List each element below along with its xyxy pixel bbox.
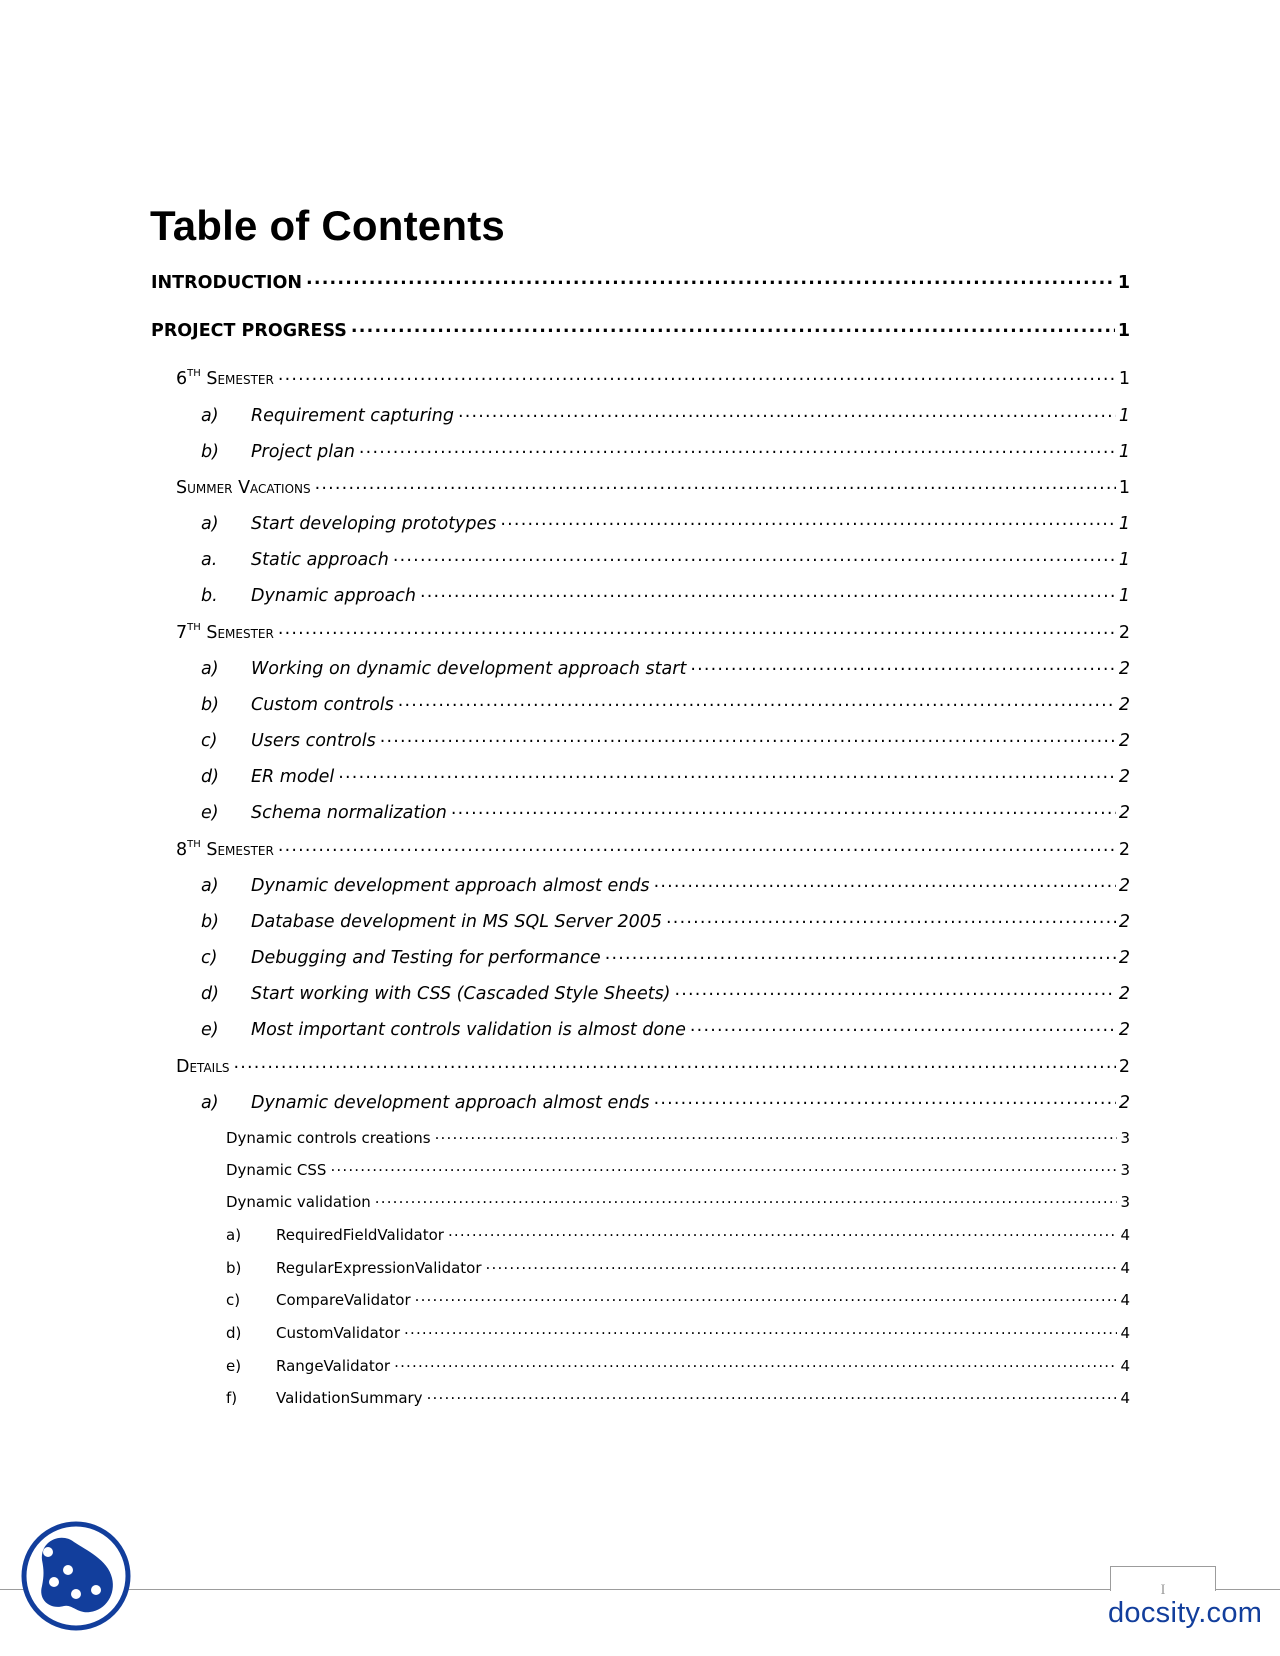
toc-dot-leader: [654, 873, 1116, 891]
toc-entry-marker: d): [201, 766, 219, 787]
toc-entry-label: [251, 801, 447, 825]
toc-entry-label: [251, 440, 355, 464]
toc-entry-text: Most important controls validation is almost done: [251, 1019, 686, 1040]
toc-entry[interactable]: [176, 837, 1130, 862]
toc-entry-page-number: 2: [1118, 658, 1130, 679]
toc-entry-label: [251, 1091, 650, 1115]
docsity-logo-icon[interactable]: [20, 1520, 132, 1632]
toc-entry-marker: b): [201, 911, 219, 932]
toc-dot-leader: [315, 475, 1116, 493]
toc-entry-label: [226, 1190, 371, 1214]
toc-entry-page-number: 2: [1118, 730, 1130, 751]
toc-entry-marker: e): [201, 802, 219, 823]
toc-entry-page-number: 1: [1118, 585, 1130, 606]
toc-dot-leader: [394, 1356, 1117, 1371]
toc-entry-text: RegularExpressionValidator: [276, 1259, 482, 1277]
toc-entry-label: [251, 729, 376, 753]
toc-entry-text: Dynamic CSS: [226, 1161, 327, 1179]
toc-entry[interactable]: [201, 945, 1130, 970]
toc-dot-leader: [486, 1258, 1118, 1273]
toc-entry-text: CompareValidator: [276, 1291, 411, 1309]
toc-entry-page-number: 4: [1120, 1324, 1130, 1342]
toc-entry-ordinal: 7: [176, 622, 188, 643]
toc-entry-label: [276, 1256, 482, 1280]
toc-entry-page-number: 4: [1120, 1226, 1130, 1244]
toc-entry-label: [251, 946, 601, 970]
toc-entry-page-number: 1: [1118, 549, 1130, 570]
toc-entry-ordinal-suffix: TH: [187, 621, 201, 633]
toc-entry-label: [251, 657, 686, 681]
toc-entry[interactable]: [176, 620, 1130, 645]
toc-entry-text: Start working with CSS (Cascaded Style Sheets): [251, 983, 671, 1004]
toc-entry-page-number: 2: [1118, 1092, 1130, 1113]
toc-entry-text: Dynamic approach: [251, 585, 417, 606]
toc-entry-label: [151, 271, 302, 295]
toc-entry-marker: b.: [201, 585, 218, 606]
footer-divider: [0, 1589, 1280, 1590]
toc-entry-marker: c): [201, 730, 218, 751]
toc-title: Table of Contents: [150, 202, 505, 249]
toc-entry-page-number: 4: [1120, 1357, 1130, 1375]
toc-entry-page-number: 1: [1117, 320, 1130, 341]
toc-entry-text: Database development in MS SQL Server 2005: [251, 911, 663, 932]
toc-entry-marker: a): [201, 513, 219, 534]
toc-dot-leader: [500, 511, 1115, 529]
toc-entry-text: Summer Vacations: [176, 477, 311, 498]
toc-entry-marker: f): [226, 1389, 238, 1407]
toc-entry-page-number: 1: [1118, 513, 1130, 534]
toc-entry-text: Semester: [206, 622, 274, 643]
toc-entry-marker: c): [201, 947, 218, 968]
toc-entry[interactable]: [176, 366, 1130, 391]
toc-entry[interactable]: [201, 692, 1130, 717]
toc-dot-leader: [330, 1160, 1117, 1175]
toc-entry-marker: d): [226, 1324, 242, 1342]
toc-entry-text: RequiredFieldValidator: [276, 1226, 444, 1244]
toc-entry-text: INTRODUCTION: [151, 272, 302, 293]
page-number: I: [1160, 1582, 1166, 1598]
toc-entry-text: Debugging and Testing for performance: [251, 947, 601, 968]
toc-entry-text: Dynamic development approach almost ends: [251, 875, 650, 896]
toc-entry-page-number: 2: [1118, 1019, 1130, 1040]
toc-dot-leader: [427, 1388, 1118, 1403]
toc-dot-leader: [605, 945, 1116, 963]
toc-entry-label: [251, 1018, 686, 1042]
toc-entry-label: [276, 1354, 390, 1378]
toc-dot-leader: [404, 1323, 1117, 1338]
toc-entry-text: Custom controls: [251, 694, 394, 715]
toc-dot-leader: [375, 1192, 1118, 1207]
toc-dot-leader: [338, 764, 1116, 782]
toc-entry-label: [176, 621, 274, 645]
toc-dot-leader: [420, 583, 1116, 601]
toc-dot-leader: [359, 439, 1116, 457]
toc-entry-marker: a): [201, 875, 219, 896]
toc-dot-leader: [666, 909, 1116, 927]
toc-entry-text: Requirement capturing: [251, 405, 454, 426]
toc-entry-text: Semester: [206, 368, 274, 389]
toc-entry[interactable]: [226, 1354, 1130, 1378]
toc-entry[interactable]: [201, 873, 1130, 898]
toc-entry-text: ValidationSummary: [276, 1389, 423, 1407]
toc-entry-marker: a): [226, 1226, 242, 1244]
toc-entry-text: RangeValidator: [276, 1357, 391, 1375]
toc-entry[interactable]: [201, 547, 1130, 572]
toc-entry-text: Start developing prototypes: [251, 513, 497, 534]
toc-entry-ordinal-suffix: TH: [187, 838, 201, 850]
toc-entry-ordinal: 6: [176, 368, 188, 389]
toc-dot-leader: [278, 620, 1116, 638]
toc-dot-leader: [380, 728, 1116, 746]
toc-entry[interactable]: [176, 1054, 1130, 1079]
toc-entry-marker: b): [201, 441, 219, 462]
toc-entry[interactable]: [201, 800, 1130, 825]
toc-entry-page-number: 4: [1120, 1389, 1130, 1407]
toc-entry[interactable]: [201, 583, 1130, 608]
toc-dot-leader: [278, 837, 1116, 855]
toc-entry-label: [176, 1055, 230, 1079]
toc-entry-marker: c): [226, 1291, 241, 1309]
toc-entry-label: [226, 1158, 326, 1182]
toc-entry-page-number: 3: [1120, 1129, 1130, 1147]
toc-entry-label: [276, 1386, 423, 1410]
toc-entry-label: [251, 982, 671, 1006]
toc-entry-page-number: 2: [1118, 1056, 1130, 1077]
toc-entry-marker: a): [201, 1092, 219, 1113]
toc-entry-label: [151, 319, 347, 343]
toc-entry-text: ER model: [251, 766, 335, 787]
toc-entry-label: [176, 476, 311, 500]
toc-dot-leader: [306, 270, 1115, 288]
toc-entry-text: Dynamic development approach almost ends: [251, 1092, 650, 1113]
toc-entry-text: Schema normalization: [251, 802, 447, 823]
toc-entry[interactable]: [151, 318, 1130, 343]
toc-entry-marker: e): [201, 1019, 219, 1040]
toc-entry-page-number: 3: [1120, 1161, 1130, 1179]
toc-dot-leader: [398, 692, 1116, 710]
toc-entry-page-number: 2: [1118, 802, 1130, 823]
toc-dot-leader: [435, 1128, 1118, 1143]
toc-entry[interactable]: [176, 475, 1130, 500]
toc-entry[interactable]: [226, 1321, 1130, 1345]
toc-entry-page-number: 1: [1117, 272, 1130, 293]
toc-entry-label: [251, 910, 662, 934]
toc-entry-marker: a): [201, 405, 219, 426]
toc-entry[interactable]: [201, 511, 1130, 536]
toc-entry-marker: b): [226, 1259, 242, 1277]
toc-entry-text: Semester: [206, 839, 274, 860]
toc-entry[interactable]: [201, 403, 1130, 428]
toc-entry-page-number: 2: [1118, 766, 1130, 787]
toc-dot-leader: [351, 318, 1115, 336]
toc-entry-text: Users controls: [251, 730, 376, 751]
toc-entry-label: [176, 838, 274, 862]
toc-dot-leader: [690, 1017, 1116, 1035]
toc-entry[interactable]: [201, 439, 1130, 464]
toc-entry-text: Working on dynamic development approach start: [251, 658, 687, 679]
toc-entry[interactable]: [201, 981, 1130, 1006]
toc-entry-page-number: 1: [1118, 441, 1130, 462]
toc-entry[interactable]: [226, 1158, 1130, 1182]
toc-entry-page-number: 1: [1118, 368, 1130, 389]
toc-entry-label: [251, 584, 416, 608]
toc-entry-label: [276, 1321, 400, 1345]
toc-entry-label: [226, 1126, 431, 1150]
toc-entry-label: [176, 367, 274, 391]
toc-entry-label: [251, 693, 394, 717]
docsity-brand-text[interactable]: docsity.com: [1108, 1597, 1263, 1629]
toc-dot-leader: [458, 403, 1116, 421]
toc-entry[interactable]: [201, 909, 1130, 934]
toc-entry[interactable]: [201, 1017, 1130, 1042]
toc-entry-page-number: 2: [1118, 983, 1130, 1004]
toc-dot-leader: [393, 547, 1116, 565]
toc-entry-text: Dynamic controls creations: [226, 1129, 431, 1147]
toc-entry-text: Static approach: [251, 549, 389, 570]
toc-dot-leader: [234, 1054, 1116, 1072]
toc-dot-leader: [654, 1090, 1116, 1108]
toc-entry-marker: e): [226, 1357, 242, 1375]
toc-entry[interactable]: [226, 1386, 1130, 1410]
toc-entry-label: [276, 1288, 411, 1312]
toc-dot-leader: [451, 800, 1116, 818]
toc-entry-marker: d): [201, 983, 219, 1004]
toc-entry[interactable]: [226, 1190, 1130, 1214]
toc-entry-label: [251, 874, 650, 898]
toc-entry[interactable]: [226, 1126, 1130, 1150]
toc-entry-label: [251, 765, 334, 789]
toc-entry-marker: a.: [201, 549, 218, 570]
toc-entry-page-number: 4: [1120, 1259, 1130, 1277]
toc-entry[interactable]: [226, 1223, 1130, 1247]
toc-entry-ordinal-suffix: TH: [187, 367, 201, 379]
toc-entry-text: Dynamic validation: [226, 1193, 371, 1211]
toc-entry-page-number: 2: [1118, 911, 1130, 932]
toc-entry[interactable]: [201, 656, 1130, 681]
toc-dot-leader: [690, 656, 1116, 674]
toc-entry[interactable]: [201, 728, 1130, 753]
toc-entry-label: [251, 404, 454, 428]
toc-dot-leader: [675, 981, 1116, 999]
toc-entry-text: PROJECT PROGRESS: [151, 320, 347, 341]
toc-dot-leader: [278, 366, 1116, 384]
toc-dot-leader: [415, 1290, 1118, 1305]
toc-dot-leader: [448, 1225, 1118, 1240]
toc-entry-marker: a): [201, 658, 219, 679]
toc-entry-label: [251, 512, 496, 536]
toc-entry-label: [276, 1223, 444, 1247]
toc-entry-ordinal: 8: [176, 839, 188, 860]
toc-entry-text: CustomValidator: [276, 1324, 401, 1342]
toc-entry-page-number: 2: [1118, 875, 1130, 896]
toc-entry[interactable]: [226, 1288, 1130, 1312]
toc-entry-page-number: 3: [1120, 1193, 1130, 1211]
toc-entry[interactable]: [151, 270, 1130, 295]
toc-entry-text: Project plan: [251, 441, 355, 462]
toc-entry[interactable]: [226, 1256, 1130, 1280]
toc-entry[interactable]: [201, 764, 1130, 789]
toc-entry-page-number: 1: [1118, 405, 1130, 426]
toc-entry[interactable]: [201, 1090, 1130, 1115]
toc-entry-marker: b): [201, 694, 219, 715]
toc-entry-page-number: 2: [1118, 947, 1130, 968]
toc-entry-text: Details: [176, 1056, 230, 1077]
toc-entry-page-number: 2: [1118, 694, 1130, 715]
toc-entry-page-number: 4: [1120, 1291, 1130, 1309]
toc-entry-page-number: 1: [1118, 477, 1130, 498]
toc-entry-label: [251, 548, 389, 572]
toc-entry-page-number: 2: [1118, 622, 1130, 643]
toc-entry-page-number: 2: [1118, 839, 1130, 860]
